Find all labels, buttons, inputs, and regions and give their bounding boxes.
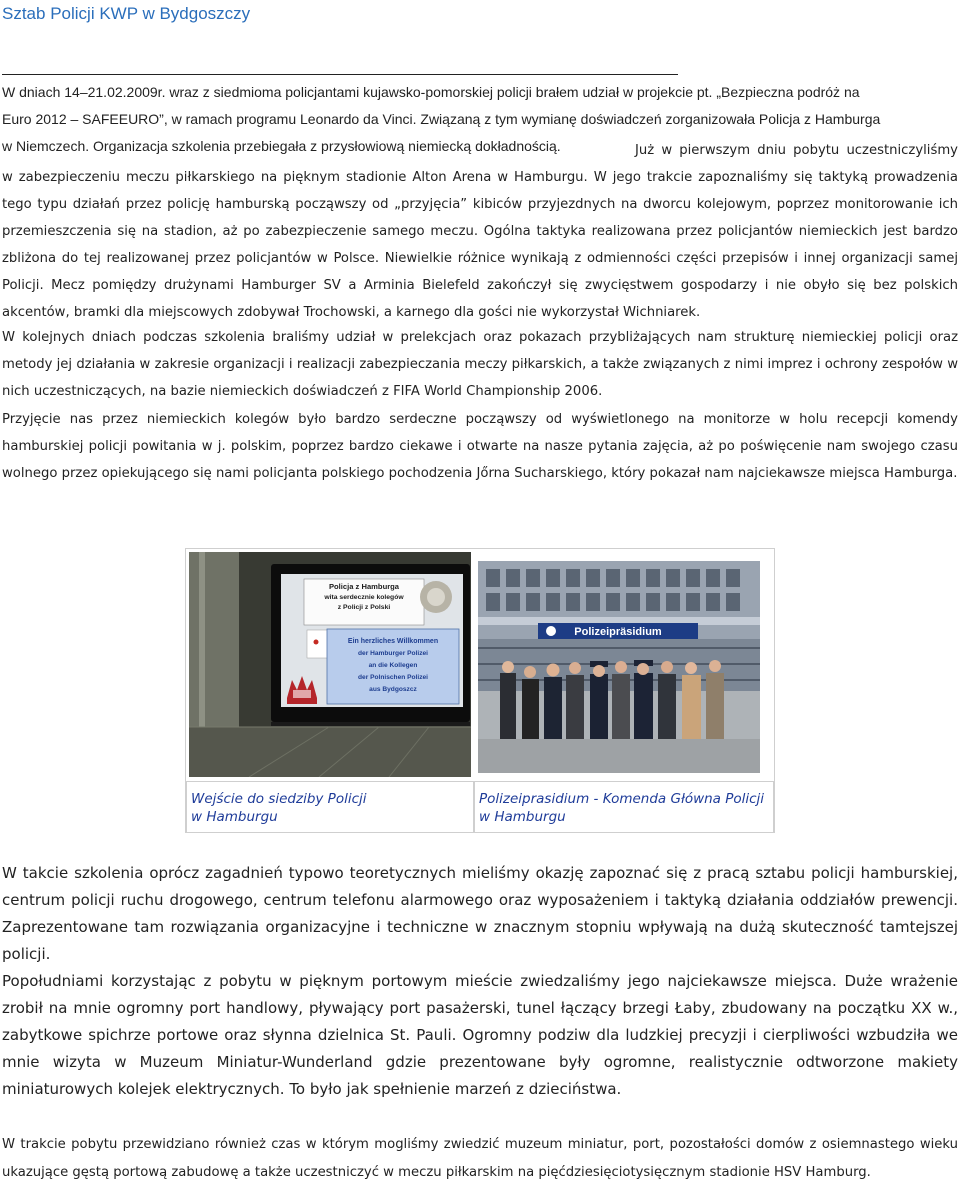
screen-text-line-5: der Hamburger Polizei <box>358 650 428 657</box>
caption-right-line-1: Polizeiprasidium - Komenda Główna Policji <box>479 791 765 807</box>
screen-text-line-1: Policja z Hamburga <box>328 582 400 591</box>
paragraph-2-text: W kolejnych dniach podczas szkolenia braliśmy udział w prelekcjach oraz pokazach przybliżających nam strukturę niemieckiej policji oraz metody jej działania w zakresie organizacji i realizacji zabezpieczania meczy piłkarskich, a także związanych z nimi imprez i ochrony zespołów w nich uczestniczących, na bazie niemieckich doświadczeń z FIFA World Championship 2006. <box>2 330 958 399</box>
page-title[interactable]: Sztab Policji KWP w Bydgoszczy <box>2 4 251 23</box>
paragraph-1-line-3: w Niemczech. Organizacja szkolenia przebiegała z przysłowiową niemiecką dokładnością. <box>2 138 561 154</box>
paragraph-4-text: W takcie szkolenia oprócz zagadnień typowo teoretycznych mieliśmy okazję zapoznać się z pracą sztabu policji hamburskiej, centrum policji ruchu drogowego, centrum telefonu alarmowego oraz wyposażeniem i taktyką działania oddziałów prewencji. Zaprezentowane tam rozwiązania organizacyjne i techniczne w znacznym stopniu wpływają na dużą skuteczność tamtejszej policji. <box>2 864 958 963</box>
paragraph-6 <box>2 1131 958 1187</box>
paragraph-4 <box>2 860 958 968</box>
paragraph-2 <box>2 324 958 405</box>
screen-text-line-8: aus Bydgoszcz <box>369 686 417 693</box>
screen-text-line-6: an die Kollegen <box>368 662 418 669</box>
headquarters-sign: Polizeipräsidium <box>574 626 662 638</box>
caption-reception-monitor <box>186 781 474 833</box>
paragraph-6-text: W trakcie pobytu przewidziano również czas w którym mogliśmy zwiedzić muzeum miniatur, port, pozostałości domów z osiemnastego wieku ukazujące gęstą portową zabudowę a także uczestniczyć w meczu piłkarskim na pięćdziesięciotysięcznym stadionie HSV Hamburg. <box>2 1137 958 1180</box>
photo-table <box>185 548 775 833</box>
caption-left-line-2: w Hamburgu <box>191 809 278 825</box>
screen-text-line-3: z Policji z Polski <box>337 604 391 611</box>
caption-police-headquarters <box>474 781 774 833</box>
paragraph-3 <box>2 406 958 487</box>
caption-right-line-2: w Hamburgu <box>479 809 566 825</box>
photo-police-headquarters <box>478 561 760 773</box>
photo-reception-monitor <box>189 552 471 777</box>
paragraph-1-line-2: Euro 2012 – SAFEEURO”, w ramach programu Leonardo da Vinci. Związaną z tym wymianę doświadczeń zorganizowała Policja z Hamburga <box>2 111 881 127</box>
title-divider <box>2 74 678 75</box>
paragraph-1-rest: Już w pierwszym dniu pobytu uczestniczyliśmy w zabezpieczeniu meczu piłkarskiego na pięknym stadionie Alton Arena w Hamburgu. W jego trakcie zapoznaliśmy się taktyką prowadzenia tego typu działań przez policję hamburską począwszy od „przyjęcia” kibiców przyjezdnych na dworcu kolejowym, poprzez monitorowanie ich przemieszczenia się na stadion, aż po zabezpieczenie samego meczu. Ogólna taktyka realizowana przez policjantów niemieckich jest bardzo zbliżona do tej realizowanej przez policjantów w Polsce. Niewielkie różnice wynikają z odmienności części przepisów i innej organizacji samej Policji. Mecz pomiędzy drużynami Hamburger SV a Arminia Bielefeld zakończył się zwycięstwem gospodarzy i nie obyło się bez polskich akcentów, bramki dla miejscowych zdobywał Trochowski, a karnego dla gości nie wykorzystał Wichniarek. <box>2 143 958 320</box>
paragraph-1-continued <box>2 137 958 326</box>
screen-text-line-4: Ein herzliches Willkommen <box>347 638 439 645</box>
caption-left-line-1: Wejście do siedziby Policji <box>191 791 367 807</box>
paragraph-3-text: Przyjęcie nas przez niemieckich kolegów było bardzo serdeczne począwszy od wyświetlonego na monitorze w holu recepcji komendy hamburskiej policji powitania w j. polskim, poprzez bardzo ciekawe i otwarte na nasze pytania zajęcia, aż po poświęcenie nam swojego czasu wolnego przez opiekującego się nami policjanta polskiego pochodzenia Jőrna Sucharskiego, który pokazał nam najciekawsze miejsca Hamburga. <box>2 412 958 481</box>
paragraph-5-text: Popołudniami korzystając z pobytu w pięknym portowym mieście zwiedzaliśmy jego najciekawsze miejsca. Duże wrażenie zrobił na mnie ogromny port handlowy, pływający port pasażerski, tunel łączący brzegi Łaby, zbudowany na początku XX w., zabytkowe spichrze portowe oraz słynna dzielnica St. Pauli. Ogromny podziw dla ludzkiej precyzji i cierpliwości wzbudziła we mnie wizyta w Muzeum Miniatur-Wunderland gdzie prezentowane były ogromne, realistycznie odtworzone makiety miniaturowych kolejek elektrycznych. To było jak spełnienie marzeń z dzieciństwa. <box>2 972 958 1098</box>
screen-text-line-2: wita serdecznie kolegów <box>324 594 404 601</box>
headquarters-photo-image <box>478 561 760 773</box>
paragraph-1-line-1: W dniach 14–21.02.2009r. wraz z siedmioma policjantami kujawsko-pomorskiej policji brałem udział w projekcie pt. „Bezpieczna podróż na <box>2 84 860 100</box>
screen-text-line-7: der Polnischen Polizei <box>358 674 428 681</box>
reception-photo-image <box>189 552 471 777</box>
paragraph-5 <box>2 968 958 1103</box>
